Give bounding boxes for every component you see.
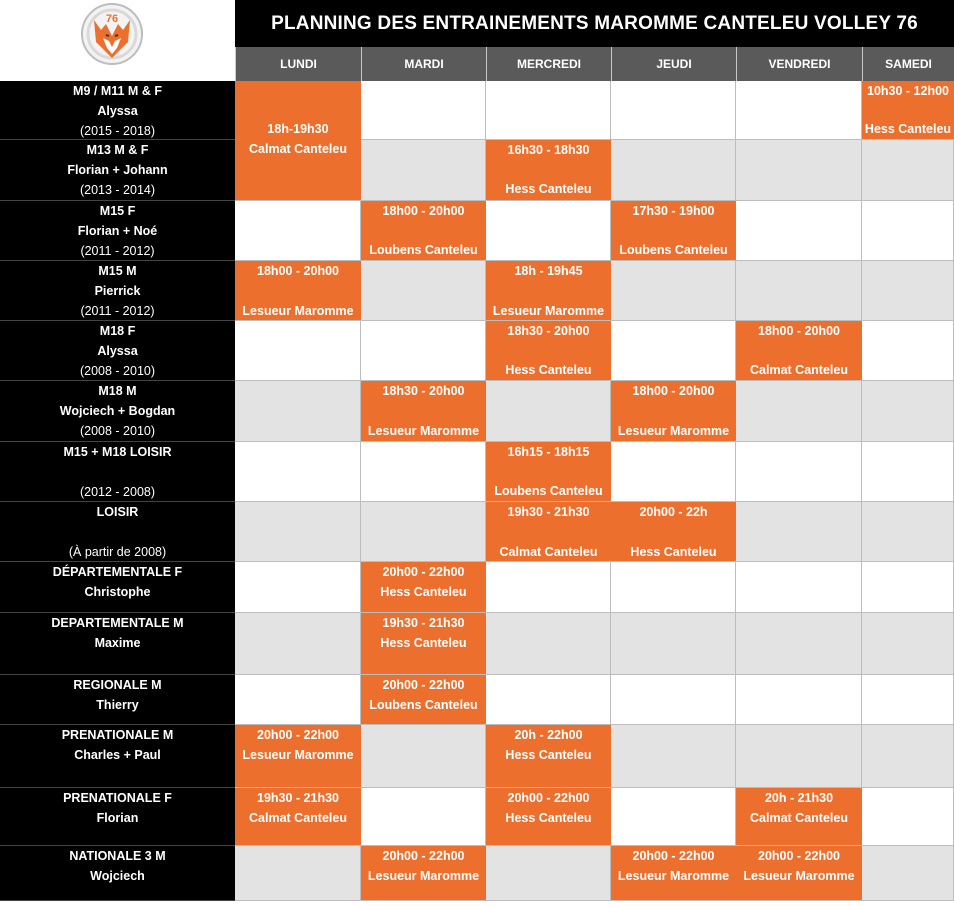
session-time: 16h30 - 18h30	[507, 143, 590, 157]
training-session[interactable]	[235, 788, 361, 845]
schedule-cell	[611, 261, 736, 321]
session-place: Hess Canteleu	[505, 363, 592, 377]
session-place: Hess Canteleu	[505, 182, 592, 196]
team-category: DÉPARTEMENTALE F	[52, 565, 183, 579]
session-place: Hess Canteleu	[864, 122, 952, 136]
session-time: 18h00 - 20h00	[382, 204, 465, 218]
training-session[interactable]	[361, 846, 486, 900]
schedule-cell	[361, 321, 486, 381]
team-coach: Wojciech + Bogdan	[59, 404, 176, 418]
schedule-cell	[235, 613, 361, 675]
schedule-cell	[736, 613, 862, 675]
session-place: Lesueur Maromme	[242, 304, 354, 318]
team-coach: Alyssa	[97, 344, 138, 358]
row-label	[0, 788, 235, 846]
team-category: M9 / M11 M & F	[73, 84, 162, 98]
session-place: Lesueur Maromme	[242, 748, 354, 762]
schedule-row	[0, 261, 954, 321]
schedule-cell	[235, 442, 361, 502]
schedule-cell	[361, 788, 486, 846]
team-years: (2013 - 2014)	[79, 183, 156, 197]
row-label	[0, 140, 235, 201]
session-time: 18h00 - 20h00	[758, 324, 840, 338]
session-place: Lesueur Maromme	[743, 869, 855, 883]
team-category: M15 F	[99, 204, 136, 218]
training-session[interactable]	[486, 725, 611, 787]
session-time: 18h - 19h45	[514, 264, 583, 278]
schedule-cell	[361, 502, 486, 562]
logo-text: 76	[105, 13, 119, 25]
wolf-logo-icon	[0, 0, 235, 81]
training-session[interactable]	[486, 261, 611, 320]
team-coach: Alyssa	[97, 104, 138, 118]
row-label	[0, 675, 235, 725]
session-place: Lesueur Maromme	[367, 869, 480, 883]
schedule-cell	[862, 381, 954, 442]
team-years	[0, 886, 235, 906]
row-label	[0, 81, 235, 140]
row-label	[0, 613, 235, 675]
schedule-cell	[862, 201, 954, 261]
schedule-cell	[862, 502, 954, 562]
session-place: Calmat Canteleu	[499, 545, 598, 559]
row-label	[0, 562, 235, 613]
row-label	[0, 321, 235, 381]
schedule-cell	[486, 613, 611, 675]
session-place: Lesueur Maromme	[492, 304, 605, 318]
schedule-cell	[361, 725, 486, 788]
team-category: M13 M & F	[86, 143, 149, 157]
session-time: 18h00 - 20h00	[257, 264, 339, 278]
team-years	[0, 765, 235, 785]
training-session[interactable]	[235, 261, 361, 320]
team-years: (2008 - 2010)	[79, 364, 156, 378]
day-header-vendredi: VENDREDI	[736, 47, 862, 81]
schedule-cell	[235, 381, 361, 442]
team-category: M15 + M18 LOISIR	[63, 445, 172, 459]
schedule-cell	[862, 442, 954, 502]
session-place: Loubens Canteleu	[619, 243, 728, 257]
session-place: Lesueur Maromme	[367, 424, 480, 438]
team-years: (2011 - 2012)	[80, 304, 155, 318]
team-years	[0, 653, 235, 673]
training-session[interactable]	[361, 201, 486, 260]
team-coach: Florian	[96, 811, 139, 825]
training-session[interactable]	[611, 201, 736, 260]
schedule-cell	[235, 846, 361, 901]
schedule-cell	[736, 725, 862, 788]
schedule-cell	[862, 321, 954, 381]
team-category: M15 M	[98, 264, 137, 278]
schedule-row	[0, 140, 954, 201]
team-years: (2015 - 2018)	[79, 124, 156, 138]
team-years: (2011 - 2012)	[80, 244, 155, 258]
session-time: 18h30 - 20h00	[507, 324, 590, 338]
session-time: 20h00 - 22h00	[382, 849, 465, 863]
schedule-row	[0, 81, 954, 140]
session-time: 10h30 - 12h00	[867, 84, 949, 98]
team-years	[0, 828, 235, 848]
page-title: PLANNING DES ENTRAINEMENTS MAROMME CANTELEU VOLLEY 76	[235, 0, 954, 47]
training-session[interactable]	[611, 502, 736, 561]
day-header-samedi: SAMEDI	[862, 47, 954, 81]
session-place: Hess Canteleu	[505, 748, 592, 762]
team-category: PRENATIONALE F	[63, 791, 172, 805]
team-category: M18 M	[98, 384, 137, 398]
row-label	[0, 442, 235, 502]
team-coach: Maxime	[94, 636, 141, 650]
schedule-row	[0, 442, 954, 502]
session-place: Calmat Canteleu	[750, 811, 848, 825]
schedule-cell	[361, 261, 486, 321]
schedule-cell	[862, 846, 954, 901]
team-years: (À partir de 2008)	[68, 545, 167, 559]
training-session[interactable]	[862, 81, 954, 139]
training-session[interactable]	[736, 846, 862, 900]
schedule-cell	[736, 675, 862, 725]
session-time: 18h-19h30	[267, 122, 329, 136]
session-time: 19h30 - 21h30	[257, 791, 339, 805]
training-session[interactable]	[611, 381, 736, 441]
schedule-cell	[361, 442, 486, 502]
session-time: 18h30 - 20h00	[382, 384, 465, 398]
schedule-cell	[736, 140, 862, 201]
schedule-cell	[611, 562, 736, 613]
training-session[interactable]	[611, 846, 736, 900]
session-place: Hess Canteleu	[380, 636, 467, 650]
schedule-row	[0, 725, 954, 788]
schedule-cell	[486, 381, 611, 442]
session-time: 20h - 22h00	[514, 728, 583, 742]
session-place: Lesueur Maromme	[617, 424, 730, 438]
schedule-cell	[486, 81, 611, 140]
team-years: (2008 - 2010)	[79, 424, 156, 438]
team-coach	[0, 522, 235, 542]
team-coach: Christophe	[84, 585, 151, 599]
session-time: 20h00 - 22h00	[257, 728, 339, 742]
schedule-cell	[361, 140, 486, 201]
schedule-cell	[611, 725, 736, 788]
day-header-mercredi: MERCREDI	[486, 47, 611, 81]
session-time: 19h30 - 21h30	[507, 505, 590, 519]
schedule-cell	[611, 613, 736, 675]
team-coach: Thierry	[96, 698, 139, 712]
team-category: NATIONALE 3 M	[69, 849, 166, 863]
schedule-cell	[486, 846, 611, 901]
training-session[interactable]	[486, 442, 611, 501]
session-place: Calmat Canteleu	[750, 363, 848, 377]
club-logo	[0, 0, 235, 81]
schedule-cell	[486, 201, 611, 261]
schedule-cell	[736, 81, 862, 140]
session-time: 20h00 - 22h00	[632, 849, 715, 863]
session-place: Loubens Canteleu	[369, 698, 478, 712]
schedule-cell	[235, 562, 361, 613]
schedule-cell	[736, 442, 862, 502]
training-session[interactable]	[486, 321, 611, 380]
row-label	[0, 261, 235, 321]
schedule-cell	[486, 675, 611, 725]
session-place: Hess Canteleu	[630, 545, 717, 559]
schedule-cell	[235, 502, 361, 562]
session-time: 17h30 - 19h00	[632, 204, 715, 218]
session-time: 20h - 21h30	[764, 791, 834, 805]
training-session[interactable]	[235, 81, 361, 200]
day-header-lundi: LUNDI	[235, 47, 361, 81]
schedule-cell	[736, 381, 862, 442]
schedule-cell	[361, 81, 486, 140]
schedule-cell	[862, 562, 954, 613]
row-label	[0, 846, 235, 901]
session-time: 18h00 - 20h00	[632, 384, 715, 398]
session-time: 19h30 - 21h30	[382, 616, 465, 630]
schedule-cell	[611, 321, 736, 381]
session-time: 20h00 - 22h	[639, 505, 708, 519]
training-session[interactable]	[361, 613, 486, 674]
day-header-jeudi: JEUDI	[611, 47, 736, 81]
schedule-cell	[611, 675, 736, 725]
schedule-cell	[862, 261, 954, 321]
team-category: PRENATIONALE M	[61, 728, 174, 742]
schedule-cell	[736, 562, 862, 613]
training-session[interactable]	[486, 788, 611, 845]
schedule-cell	[862, 675, 954, 725]
training-session[interactable]	[361, 675, 486, 724]
training-session[interactable]	[486, 140, 611, 200]
row-label	[0, 502, 235, 562]
session-place: Calmat Canteleu	[249, 142, 347, 156]
day-header-row	[235, 47, 954, 81]
schedule-cell	[862, 725, 954, 788]
schedule-cell	[611, 140, 736, 201]
session-time: 20h00 - 22h00	[507, 791, 590, 805]
team-coach: Pierrick	[94, 284, 141, 298]
team-category: DEPARTEMENTALE M	[51, 616, 184, 630]
session-place: Loubens Canteleu	[494, 484, 603, 498]
day-header-mardi: MARDI	[361, 47, 486, 81]
schedule-cell	[862, 613, 954, 675]
schedule-cell	[486, 562, 611, 613]
team-category: M18 F	[99, 324, 136, 338]
session-place: Hess Canteleu	[505, 811, 592, 825]
row-label	[0, 201, 235, 261]
training-session[interactable]	[361, 381, 486, 441]
training-session[interactable]	[736, 788, 862, 845]
row-label	[0, 725, 235, 788]
training-session[interactable]	[736, 321, 862, 380]
schedule-cell	[736, 502, 862, 562]
session-place: Calmat Canteleu	[249, 811, 347, 825]
training-session[interactable]	[361, 562, 486, 612]
team-category: LOISIR	[96, 505, 139, 519]
team-coach	[0, 462, 235, 482]
team-coach: Charles + Paul	[74, 748, 161, 762]
schedule-cell	[736, 261, 862, 321]
team-years: (2012 - 2008)	[79, 485, 156, 499]
session-time: 20h00 - 22h00	[758, 849, 840, 863]
team-coach: Florian + Johann	[67, 163, 168, 177]
schedule-cell	[862, 140, 954, 201]
session-time: 20h00 - 22h00	[382, 565, 465, 579]
team-coach: Florian + Noé	[77, 224, 158, 238]
session-place: Hess Canteleu	[380, 585, 467, 599]
training-session[interactable]	[235, 725, 361, 787]
schedule-cell	[235, 675, 361, 725]
session-time: 16h15 - 18h15	[507, 445, 590, 459]
team-coach: Wojciech	[90, 869, 145, 883]
schedule-cell	[736, 201, 862, 261]
schedule-cell	[862, 788, 954, 846]
schedule-row	[0, 502, 954, 562]
team-category: REGIONALE M	[73, 678, 162, 692]
schedule-cell	[611, 81, 736, 140]
session-place: Loubens Canteleu	[369, 243, 478, 257]
training-session[interactable]	[486, 502, 611, 561]
schedule-cell	[235, 201, 361, 261]
session-place: Lesueur Maromme	[617, 869, 730, 883]
schedule-cell	[235, 321, 361, 381]
session-time: 20h00 - 22h00	[382, 678, 465, 692]
row-label	[0, 381, 235, 442]
schedule-cell	[611, 442, 736, 502]
schedule-cell	[611, 788, 736, 846]
